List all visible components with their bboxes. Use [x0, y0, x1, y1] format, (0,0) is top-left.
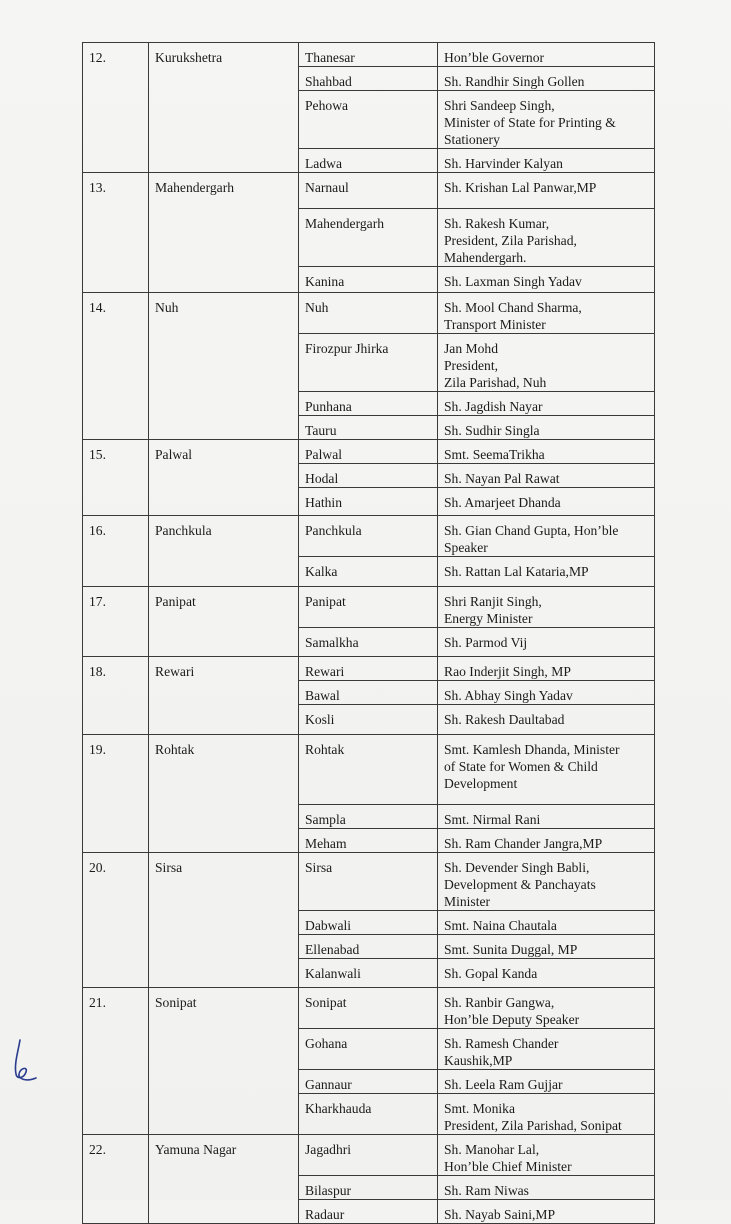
officer-line: Sh. Nayan Pal Rawat — [444, 471, 560, 486]
serial-number: 17. — [83, 587, 149, 657]
officer-cell — [438, 440, 655, 464]
officer-cell — [438, 173, 655, 209]
serial-number: 14. — [83, 293, 149, 440]
officer-line: Hon’ble Chief Minister — [444, 1159, 572, 1174]
officer-cell — [438, 1094, 655, 1135]
officer-line: of State for Women & Child — [444, 759, 598, 774]
officer-cell — [438, 657, 655, 681]
subdivision-name: Jagadhri — [299, 1135, 438, 1176]
serial-number: 12. — [83, 43, 149, 173]
subdivision-name: Panipat — [299, 587, 438, 628]
serial-number: 22. — [83, 1135, 149, 1224]
serial-number: 16. — [83, 516, 149, 587]
district-name: Sirsa — [149, 853, 299, 988]
officer-line: Smt. SeemaTrikha — [444, 447, 545, 462]
subdivision-name: Hodal — [299, 464, 438, 488]
officer-cell — [438, 1135, 655, 1176]
officer-cell — [438, 209, 655, 267]
table-row — [83, 657, 655, 681]
officer-line: Development & Panchayats — [444, 877, 596, 892]
officer-cell — [438, 516, 655, 557]
officer-line: Sh. Rattan Lal Kataria,MP — [444, 564, 589, 579]
district-name: Panchkula — [149, 516, 299, 587]
signature-mark-icon — [6, 1038, 40, 1084]
officer-cell — [438, 464, 655, 488]
district-name: Sonipat — [149, 988, 299, 1135]
officer-line: Sh. Mool Chand Sharma, — [444, 300, 582, 315]
officer-line: Sh. Laxman Singh Yadav — [444, 274, 582, 289]
subdivision-name: Thanesar — [299, 43, 438, 67]
officer-cell — [438, 805, 655, 829]
table-row — [83, 173, 655, 209]
officer-line: Development — [444, 776, 518, 791]
officer-cell — [438, 1200, 655, 1224]
officer-cell — [438, 681, 655, 705]
subdivision-name: Samalkha — [299, 628, 438, 657]
district-name: Palwal — [149, 440, 299, 516]
officer-line: Sh. Manohar Lal, — [444, 1142, 540, 1157]
table-row — [83, 587, 655, 628]
subdivision-name: Sampla — [299, 805, 438, 829]
subdivision-name: Meham — [299, 829, 438, 853]
officer-line: Rao Inderjit Singh, MP — [444, 664, 571, 679]
officer-line: Smt. Monika — [444, 1101, 515, 1116]
subdivision-name: Kosli — [299, 705, 438, 735]
officer-cell — [438, 149, 655, 173]
subdivision-name: Ladwa — [299, 149, 438, 173]
officer-line: Sh. Jagdish Nayar — [444, 399, 543, 414]
officer-cell — [438, 988, 655, 1029]
table-row — [83, 516, 655, 557]
officer-line: Sh. Devender Singh Babli, — [444, 860, 590, 875]
subdivision-name: Kanina — [299, 267, 438, 293]
district-name: Rohtak — [149, 735, 299, 853]
officer-line: Minister of State for Printing & — [444, 115, 616, 130]
table-row — [83, 43, 655, 67]
officer-line: Sh. Abhay Singh Yadav — [444, 688, 573, 703]
officer-line: Sh. Parmod Vij — [444, 635, 528, 650]
subdivision-name: Pehowa — [299, 91, 438, 149]
officer-line: Sh. Nayab Saini,MP — [444, 1207, 556, 1222]
officer-cell — [438, 587, 655, 628]
officer-line: Smt. Naina Chautala — [444, 918, 557, 933]
subdivision-name: Palwal — [299, 440, 438, 464]
officer-cell — [438, 334, 655, 392]
table-row — [83, 293, 655, 334]
subdivision-name: Mahendergarh — [299, 209, 438, 267]
officer-line: President, Zila Parishad, Sonipat — [444, 1118, 622, 1133]
subdivision-name: Rohtak — [299, 735, 438, 805]
table-row — [83, 735, 655, 805]
officer-cell — [438, 392, 655, 416]
subdivision-name: Ellenabad — [299, 935, 438, 959]
officer-line: Smt. Nirmal Rani — [444, 812, 541, 827]
officer-line: Stationery — [444, 132, 500, 147]
subdivision-name: Sirsa — [299, 853, 438, 911]
table-row — [83, 440, 655, 464]
officer-cell — [438, 293, 655, 334]
officer-line: Shri Sandeep Singh, — [444, 98, 555, 113]
officer-line: Sh. Sudhir Singla — [444, 423, 540, 438]
subdivision-name: Bawal — [299, 681, 438, 705]
officer-cell — [438, 959, 655, 988]
serial-number: 15. — [83, 440, 149, 516]
serial-number: 18. — [83, 657, 149, 735]
officer-cell — [438, 705, 655, 735]
district-name: Mahendergarh — [149, 173, 299, 293]
officer-line: Sh. Ram Niwas — [444, 1183, 529, 1198]
subdivision-name: Nuh — [299, 293, 438, 334]
district-name: Kurukshetra — [149, 43, 299, 173]
officer-cell — [438, 267, 655, 293]
officer-line: Sh. Leela Ram Gujjar — [444, 1077, 563, 1092]
officer-cell — [438, 43, 655, 67]
officer-cell — [438, 557, 655, 587]
table-row — [83, 1135, 655, 1176]
officer-line: Sh. Harvinder Kalyan — [444, 156, 563, 171]
officer-line: Zila Parishad, Nuh — [444, 375, 547, 390]
officer-line: Jan Mohd — [444, 341, 498, 356]
officer-cell — [438, 1176, 655, 1200]
officer-line: President, — [444, 358, 498, 373]
officer-cell — [438, 935, 655, 959]
officer-line: Sh. Ramesh Chander — [444, 1036, 559, 1051]
officer-line: Minister — [444, 894, 491, 909]
subdivision-name: Bilaspur — [299, 1176, 438, 1200]
district-name: Rewari — [149, 657, 299, 735]
subdivision-name: Sonipat — [299, 988, 438, 1029]
district-name: Yamuna Nagar — [149, 1135, 299, 1224]
officer-line: Sh. Rakesh Kumar, — [444, 216, 550, 231]
table-row — [83, 853, 655, 911]
subdivision-name: Tauru — [299, 416, 438, 440]
officer-cell — [438, 488, 655, 516]
subdivision-name: Punhana — [299, 392, 438, 416]
subdivision-name: Gannaur — [299, 1070, 438, 1094]
subdivision-name: Hathin — [299, 488, 438, 516]
officer-line: Shri Ranjit Singh, — [444, 594, 542, 609]
table-row — [83, 988, 655, 1029]
district-name: Panipat — [149, 587, 299, 657]
subdivision-name: Narnaul — [299, 173, 438, 209]
officer-line: Sh. Ranbir Gangwa, — [444, 995, 555, 1010]
officer-line: Hon’ble Deputy Speaker — [444, 1012, 580, 1027]
officer-line: Sh. Gian Chand Gupta, Hon’ble — [444, 523, 619, 538]
officer-line: Smt. Kamlesh Dhanda, Minister — [444, 742, 620, 757]
officer-line: Sh. Rakesh Daultabad — [444, 712, 565, 727]
district-name: Nuh — [149, 293, 299, 440]
officer-line: Energy Minister — [444, 611, 533, 626]
officer-line: Smt. Sunita Duggal, MP — [444, 942, 578, 957]
officer-cell — [438, 735, 655, 805]
subdivision-name: Panchkula — [299, 516, 438, 557]
officer-line: President, Zila Parishad, — [444, 233, 577, 248]
officer-cell — [438, 911, 655, 935]
officer-cell — [438, 853, 655, 911]
officer-cell — [438, 628, 655, 657]
subdivision-name: Rewari — [299, 657, 438, 681]
subdivision-name: Gohana — [299, 1029, 438, 1070]
officer-line: Transport Minister — [444, 317, 546, 332]
officer-line: Sh. Krishan Lal Panwar,MP — [444, 180, 597, 195]
serial-number: 21. — [83, 988, 149, 1135]
subdivision-name: Kharkhauda — [299, 1094, 438, 1135]
officer-line: Sh. Ram Chander Jangra,MP — [444, 836, 603, 851]
serial-number: 19. — [83, 735, 149, 853]
officer-line: Sh. Gopal Kanda — [444, 966, 538, 981]
officer-cell — [438, 91, 655, 149]
officer-cell — [438, 416, 655, 440]
subdivision-name: Firozpur Jhirka — [299, 334, 438, 392]
serial-number: 20. — [83, 853, 149, 988]
officer-line: Sh. Amarjeet Dhanda — [444, 495, 561, 510]
officer-cell — [438, 67, 655, 91]
subdivision-name: Shahbad — [299, 67, 438, 91]
officer-line: Sh. Randhir Singh Gollen — [444, 74, 585, 89]
officer-line: Hon’ble Governor — [444, 50, 545, 65]
subdivision-name: Kalanwali — [299, 959, 438, 988]
serial-number: 13. — [83, 173, 149, 293]
officer-line: Kaushik,MP — [444, 1053, 513, 1068]
subdivision-name: Kalka — [299, 557, 438, 587]
officer-line: Mahendergarh. — [444, 250, 527, 265]
officer-cell — [438, 829, 655, 853]
officer-line: Speaker — [444, 540, 488, 555]
subdivision-name: Dabwali — [299, 911, 438, 935]
officer-cell — [438, 1070, 655, 1094]
officer-cell — [438, 1029, 655, 1070]
district-officer-table — [82, 42, 655, 1224]
subdivision-name: Radaur — [299, 1200, 438, 1224]
